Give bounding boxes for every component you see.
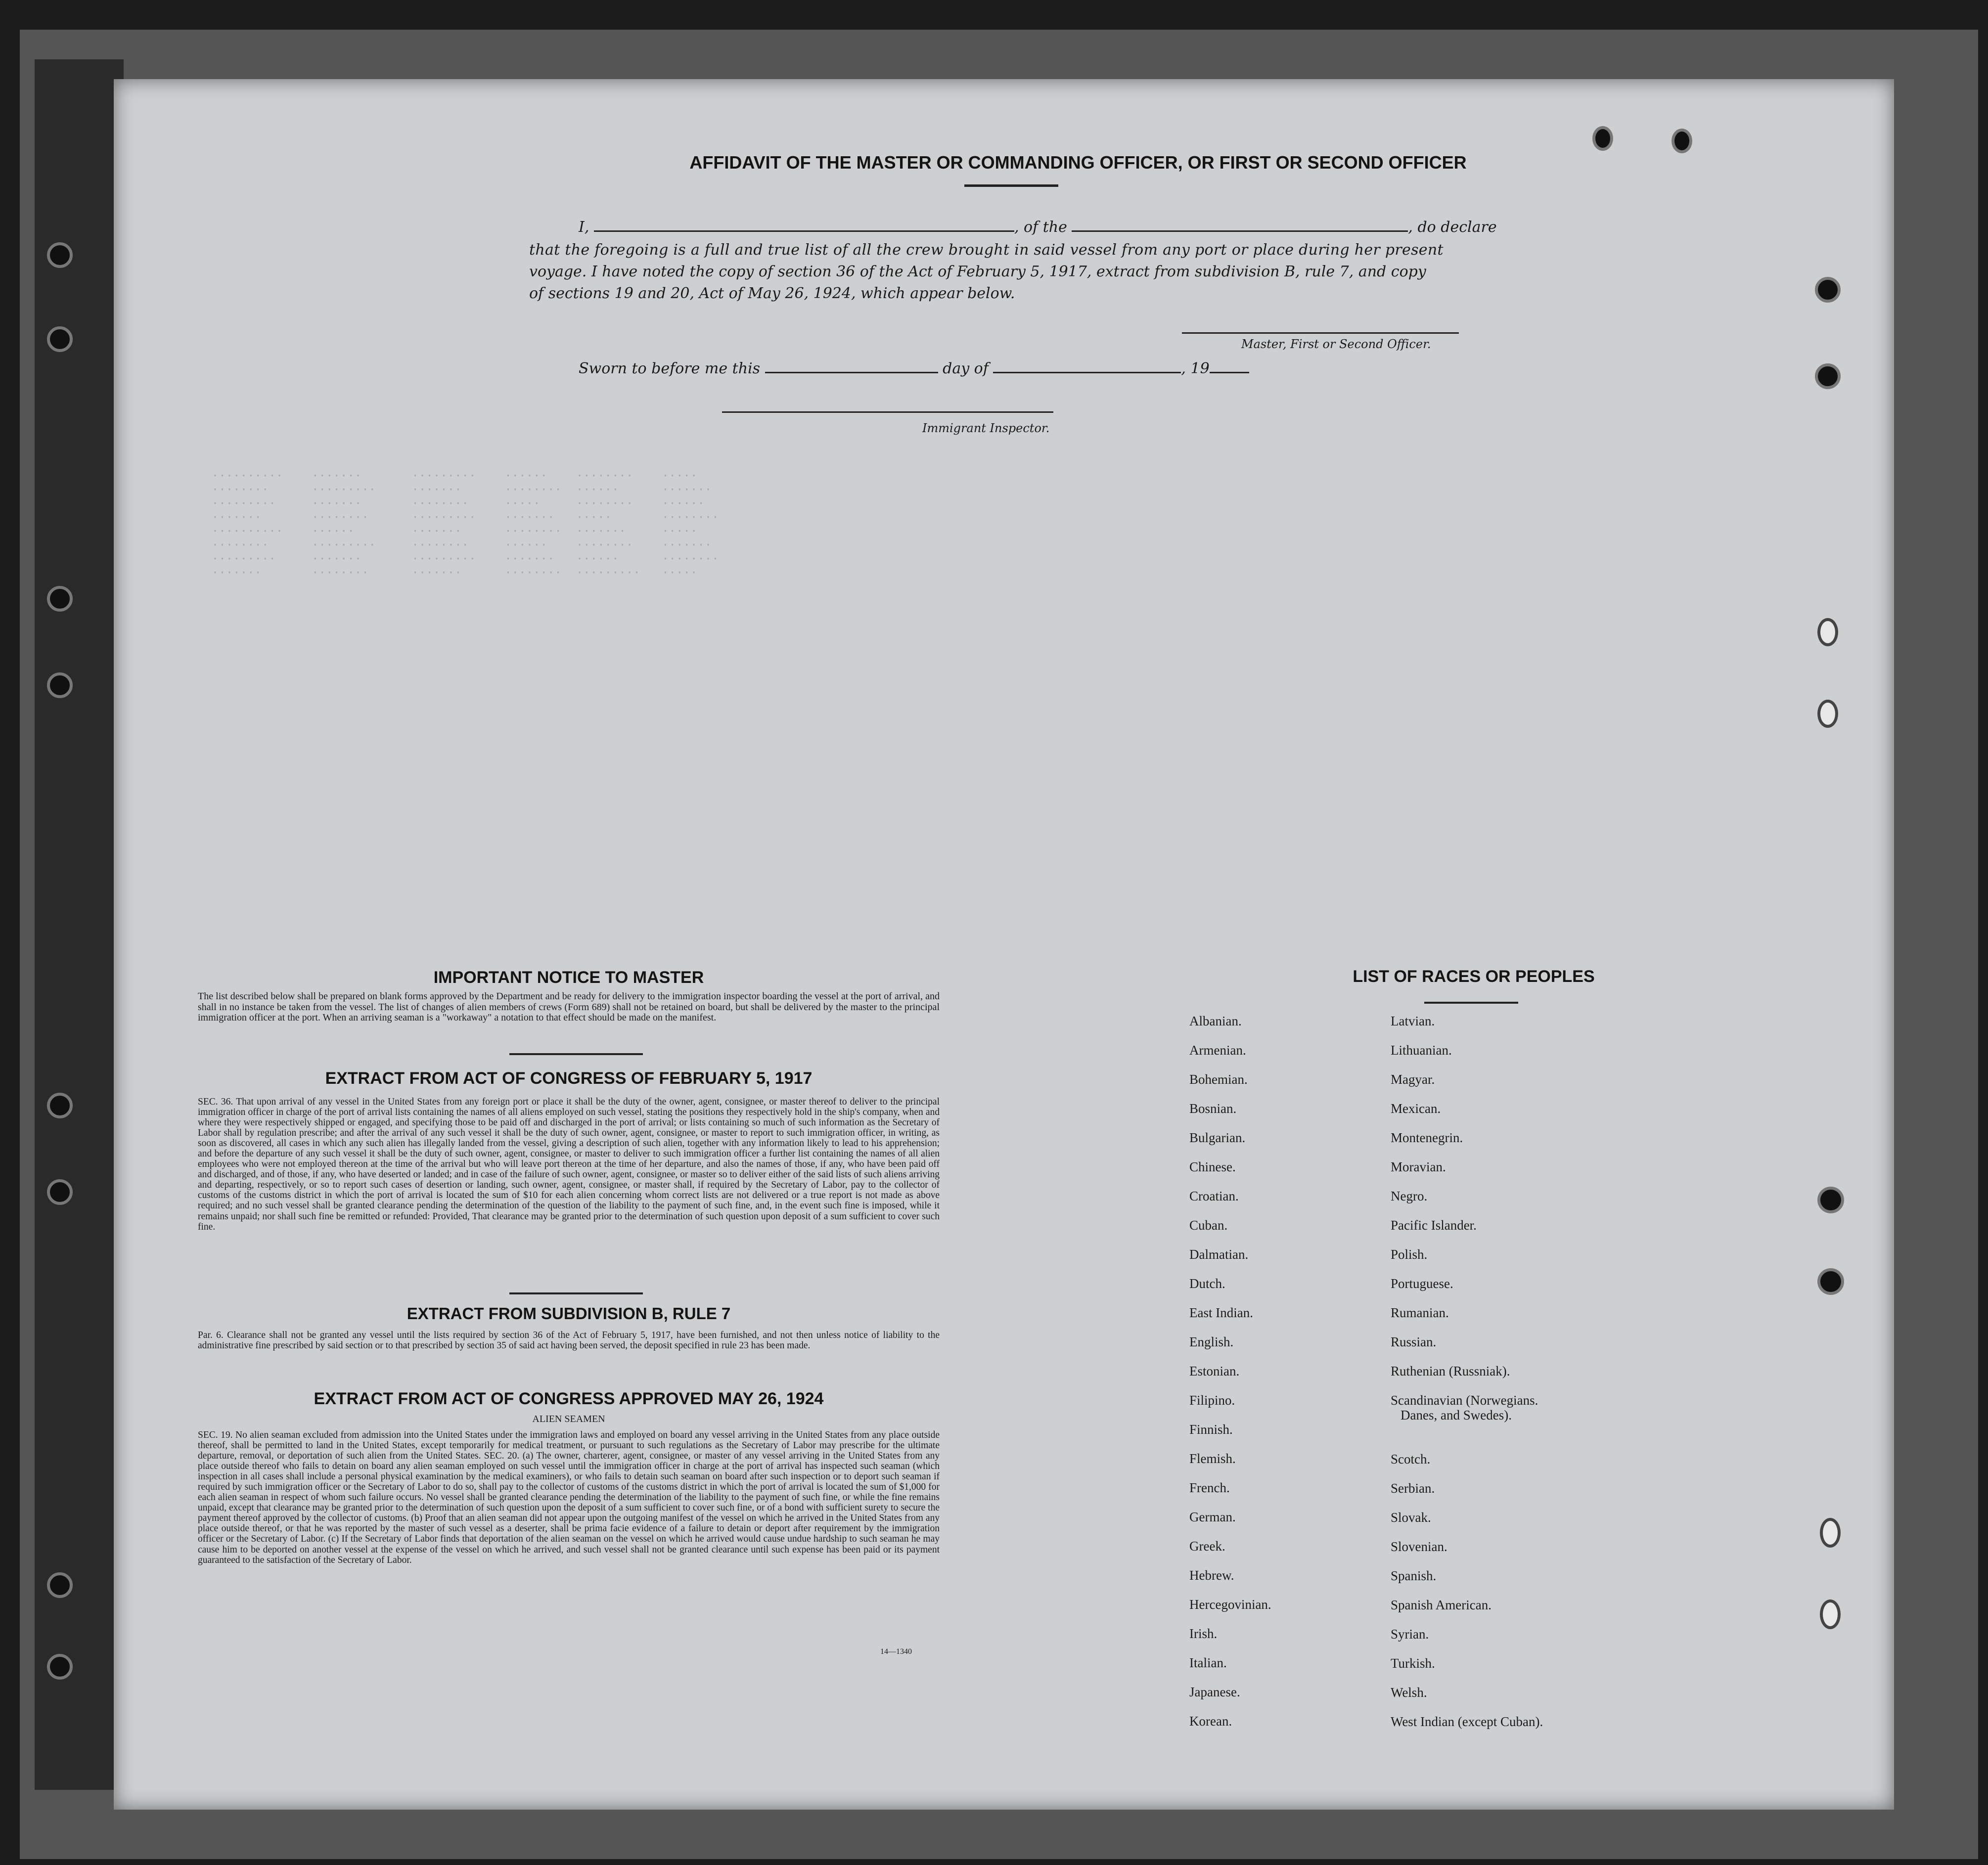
inspector-signature-line <box>722 411 1053 413</box>
races-divider <box>1424 1002 1518 1004</box>
race-item: Turkish. <box>1391 1656 1435 1671</box>
of-the-label: , of the <box>1014 219 1067 236</box>
rule7-title: EXTRACT FROM SUBDIVISION B, RULE 7 <box>407 1304 731 1323</box>
race-item: Serbian. <box>1391 1481 1435 1496</box>
punch-hole <box>1817 1187 1844 1213</box>
race-item: Polish. <box>1391 1247 1428 1262</box>
notice-title: IMPORTANT NOTICE TO MASTER <box>433 968 704 987</box>
race-item: Danes, and Swedes). <box>1401 1408 1512 1422</box>
race-item: Bosnian. <box>1189 1101 1237 1116</box>
sworn-day-field[interactable] <box>765 372 938 373</box>
punch-hole <box>1817 700 1838 728</box>
race-item: Lithuanian. <box>1391 1043 1452 1058</box>
inspector-signature-label: Immigrant Inspector. <box>922 421 1050 435</box>
declare-label: , do declare <box>1408 219 1497 236</box>
race-item: Armenian. <box>1189 1043 1246 1058</box>
races-left-column <box>1189 1014 1271 1743</box>
punch-hole <box>1592 126 1613 151</box>
form-number: 14—1340 <box>880 1647 912 1656</box>
race-item: Slovak. <box>1391 1510 1431 1525</box>
race-item: German. <box>1189 1510 1236 1524</box>
race-item: Mexican. <box>1391 1101 1441 1116</box>
binder-strip <box>35 59 124 1790</box>
race-item: Croatian. <box>1189 1189 1239 1203</box>
notice-divider <box>509 1053 643 1055</box>
races-title: LIST OF RACES OR PEOPLES <box>1353 967 1595 986</box>
master-signature-line <box>1182 332 1459 334</box>
extract-1924-title: EXTRACT FROM ACT OF CONGRESS APPROVED MAY 26, 1924 <box>314 1389 824 1408</box>
race-item: Pacific Islander. <box>1391 1218 1477 1233</box>
race-item: Negro. <box>1391 1189 1428 1203</box>
race-item: Dutch. <box>1189 1276 1225 1291</box>
declaration-line-3: voyage. I have noted the copy of section 36 of the Act of February 5, 1917, extract from subdivision B, rule 7, and copy <box>529 263 1426 280</box>
year-label: , 19 <box>1181 360 1210 377</box>
race-item: English. <box>1189 1334 1234 1349</box>
declaration-line-2: that the foregoing is a full and true list of all the crew brought in said vessel from any port or place during her present <box>529 241 1444 259</box>
declarant-name-field[interactable] <box>594 230 1014 232</box>
binder-hole <box>47 1654 73 1680</box>
punch-hole <box>1815 277 1841 303</box>
punch-hole <box>1817 618 1838 646</box>
binder-hole <box>47 1093 73 1118</box>
race-item: Cuban. <box>1189 1218 1228 1233</box>
declarant-prefix: I, <box>579 219 589 236</box>
sworn-line <box>579 360 1249 377</box>
extract-1917-text: SEC. 36. That upon arrival of any vessel in the United States from any foreign port or place it shall be the duty of the owner, agent, consignee, or master thereof to deliver to the principal immigration officer in charge of the port of arrival lists containing the names of all aliens employed on such vessel, stating the positions they respectively hold in the ship's company, when and where they were respectively shipped or engaged, and specifying those to be paid off and discharged in the port of arrival; or lists containing so much of such information as the Secretary of Labor shall by regulation prescribe; and after the arrival of any such vessel it shall be the duty of such owner, agent, consignee, or master to report to such immigration officer, in writing, as soon as discovered, all cases in which any such alien has illegally landed from the vessel, giving a description of such alien, together with any information likely to lead to his apprehension; and before the departure of any such vessel it shall be the duty of such owner, agent, consignee, or master to deliver to such immigration officer a further list containing the names of all alien employees who were not employed thereon at the time of the arrival but who will leave port thereon at the time of her departure, and also the names of those, if any, who have been paid off and discharged, and of those, if any, who have deserted or landed; and in case of the failure of such owner, agent, consignee, or master so to deliver either of the said lists of such aliens arriving and departing, respectively, or so to report such cases of desertion or landing, such owner, agent, consignee, or master shall, if required by the Secretary of Labor, pay to the collector of customs of the customs district in which the port of arrival is located the sum of $10 for each alien concerning whom correct lists are not delivered or a true report is not made as above required; and no such vessel shall be granted clearance pending the determination of the question of the liability to the payment of such fine, and, in the event such fine is imposed, while it remains unpaid; nor shall such fine be remitted or refunded: Provided, That clearance may be granted prior to the determination of such question upon deposit of a sum sufficient to cover such fine. <box>198 1097 940 1232</box>
binder-hole <box>47 586 73 612</box>
race-item: Slovenian. <box>1391 1539 1447 1554</box>
binder-hole <box>47 1572 73 1598</box>
race-item: Dalmatian. <box>1189 1247 1249 1262</box>
declaration-line-4: of sections 19 and 20, Act of May 26, 1924, which appear below. <box>529 285 1015 302</box>
rule7-text: Par. 6. Clearance shall not be granted any vessel until the lists required by section 36 of the Act of February 5, 1917, have been furnished, and not then unless notice of liability to the administrative fine prescribed by said section or to that prescribed by section 35 of said act having been served, the deposit specified in rule 23 has been made. <box>198 1330 940 1351</box>
race-item: Japanese. <box>1189 1685 1240 1699</box>
notice-text: The list described below shall be prepared on blank forms approved by the Department and be ready for delivery to the immigration inspector boarding the vessel at the port of arrival, and shall in no instance be taken from the vessel. The list of changes of alien members of crews (Form 689) shall not be retained on board, but shall be delivered by the master to the principal immigration officer at the port. When an arriving seaman is a "workaway" a notation to that effect should be made on the manifest. <box>198 991 940 1023</box>
race-item: Moravian. <box>1391 1159 1446 1174</box>
extract-1924-text: SEC. 19. No alien seaman excluded from admission into the United States under the immigration laws and employed on board any vessel arriving in the United States from any place outside thereof, shall be permitted to land in the United States, except temporarily for medical treatment, or pursuant to such regulations as the Secretary of Labor may prescribe for the ultimate departure, removal, or deportation of such alien from the United States. SEC. 20. (a) The owner, charterer, agent, consignee, or master of any vessel arriving in the United States from any place outside thereof who fails to detain on board any alien seaman employed on such vessel until the immigration officer in charge at the port of arrival has inspected such seaman (which inspection in all cases shall include a personal physical examination by the medical examiners), or who fails to detain such seaman on board after such inspection or to deport such seaman if required by such immigration officer or the Secretary of Labor to do so, shall pay to the collector of customs of the customs district in which the port of arrival is located the sum of $1,000 for each alien seaman in respect of whom such failure occurs. No vessel shall be granted clearance pending the determination of the liability to the payment of such fine, or while the fine remains unpaid, except that clearance may be granted prior to the determination of such question upon the deposit of a sum sufficient to cover such fine, or of a bond with sufficient surety to secure the payment thereof approved by the collector of customs. (b) Proof that an alien seaman did not appear upon the outgoing manifest of the vessel on which he arrived in the United States from any place outside thereof, or that he was reported by the master of such vessel as a deserter, shall be prima facie evidence of a failure to detain or deport after requirement by the immigration officer or the Secretary of Labor. (c) If the Secretary of Labor finds that deportation of the alien seaman on the vessel on which he arrived would cause undue hardship to such seaman he may cause him to be deported on another vessel at the expense of the vessel on which he arrived, and such vessel shall not be granted clearance until such expense has been paid or its payment guaranteed to the satisfaction of the Secretary of Labor. <box>198 1430 940 1565</box>
declaration-line-1 <box>579 219 1497 236</box>
binder-hole <box>47 242 73 268</box>
race-item: West Indian (except Cuban). <box>1391 1714 1543 1729</box>
race-item: Chinese. <box>1189 1159 1236 1174</box>
race-item: Hebrew. <box>1189 1568 1234 1583</box>
race-item: Syrian. <box>1391 1627 1429 1642</box>
race-item: Latvian. <box>1391 1014 1435 1028</box>
master-signature-label: Master, First or Second Officer. <box>1241 337 1431 351</box>
race-item: Flemish. <box>1189 1451 1236 1466</box>
binder-hole <box>47 1179 73 1205</box>
race-item: Albanian. <box>1189 1014 1242 1028</box>
extract-1917-divider <box>509 1292 643 1294</box>
race-item: Ruthenian (Russniak). <box>1391 1364 1510 1378</box>
race-item: Bulgarian. <box>1189 1130 1246 1145</box>
document-sheet <box>114 79 1894 1810</box>
race-item: Greek. <box>1189 1539 1225 1554</box>
race-item: Bohemian. <box>1189 1072 1248 1087</box>
binder-hole <box>47 672 73 698</box>
punch-hole <box>1820 1599 1841 1629</box>
race-item: Spanish. <box>1391 1568 1437 1583</box>
races-right-column <box>1391 1014 1543 1743</box>
race-item: Estonian. <box>1189 1364 1240 1378</box>
race-item: Russian. <box>1391 1334 1437 1349</box>
bleed-through-texture: ·········· ······· ········· ······ ········ ····· ········ ········· ······· ········ ······ ······· ········· ······· ········ ····· ········ ······ ······· ········ ········· ······· ····· ········ ·········· ······ ······· ········ ······· ····· ········ ········· ········ ······ ········ ······· ········· ······· ········· ······· ······ ········ ······· ········ ······· ········ ········· ····· <box>211 469 719 579</box>
sworn-month-field[interactable] <box>993 372 1181 373</box>
sworn-prefix: Sworn to before me this <box>579 360 761 377</box>
race-item: Magyar. <box>1391 1072 1435 1087</box>
race-item: Welsh. <box>1391 1685 1427 1700</box>
race-item: Finnish. <box>1189 1422 1233 1437</box>
vessel-name-field[interactable] <box>1072 230 1408 232</box>
race-item: East Indian. <box>1189 1305 1253 1320</box>
extract-1917-title: EXTRACT FROM ACT OF CONGRESS OF FEBRUARY 5, 1917 <box>325 1069 813 1088</box>
race-item: Filipino. <box>1189 1393 1235 1408</box>
binder-hole <box>47 326 73 352</box>
sworn-year-field[interactable] <box>1210 372 1249 373</box>
punch-hole <box>1817 1268 1844 1295</box>
race-item: Montenegrin. <box>1391 1130 1463 1145</box>
race-item: Korean. <box>1189 1714 1232 1729</box>
race-item: Spanish American. <box>1391 1598 1491 1612</box>
race-item: Italian. <box>1189 1655 1227 1670</box>
race-item: Hercegovinian. <box>1189 1597 1271 1612</box>
extract-1924-subtitle: ALIEN SEAMEN <box>532 1414 605 1424</box>
race-item: Irish. <box>1189 1626 1218 1641</box>
title-underline <box>964 184 1058 187</box>
race-item: Portuguese. <box>1391 1276 1453 1291</box>
race-item: Scotch. <box>1391 1452 1431 1466</box>
race-item: French. <box>1189 1480 1230 1495</box>
punch-hole <box>1672 129 1692 153</box>
punch-hole <box>1820 1518 1841 1548</box>
affidavit-title: AFFIDAVIT OF THE MASTER OR COMMANDING OFFICER, OR FIRST OR SECOND OFFICER <box>689 152 1467 173</box>
race-item: Scandinavian (Norwegians. <box>1391 1393 1538 1408</box>
punch-hole <box>1815 363 1841 389</box>
day-of-label: day of <box>943 360 989 377</box>
race-item: Rumanian. <box>1391 1305 1449 1320</box>
